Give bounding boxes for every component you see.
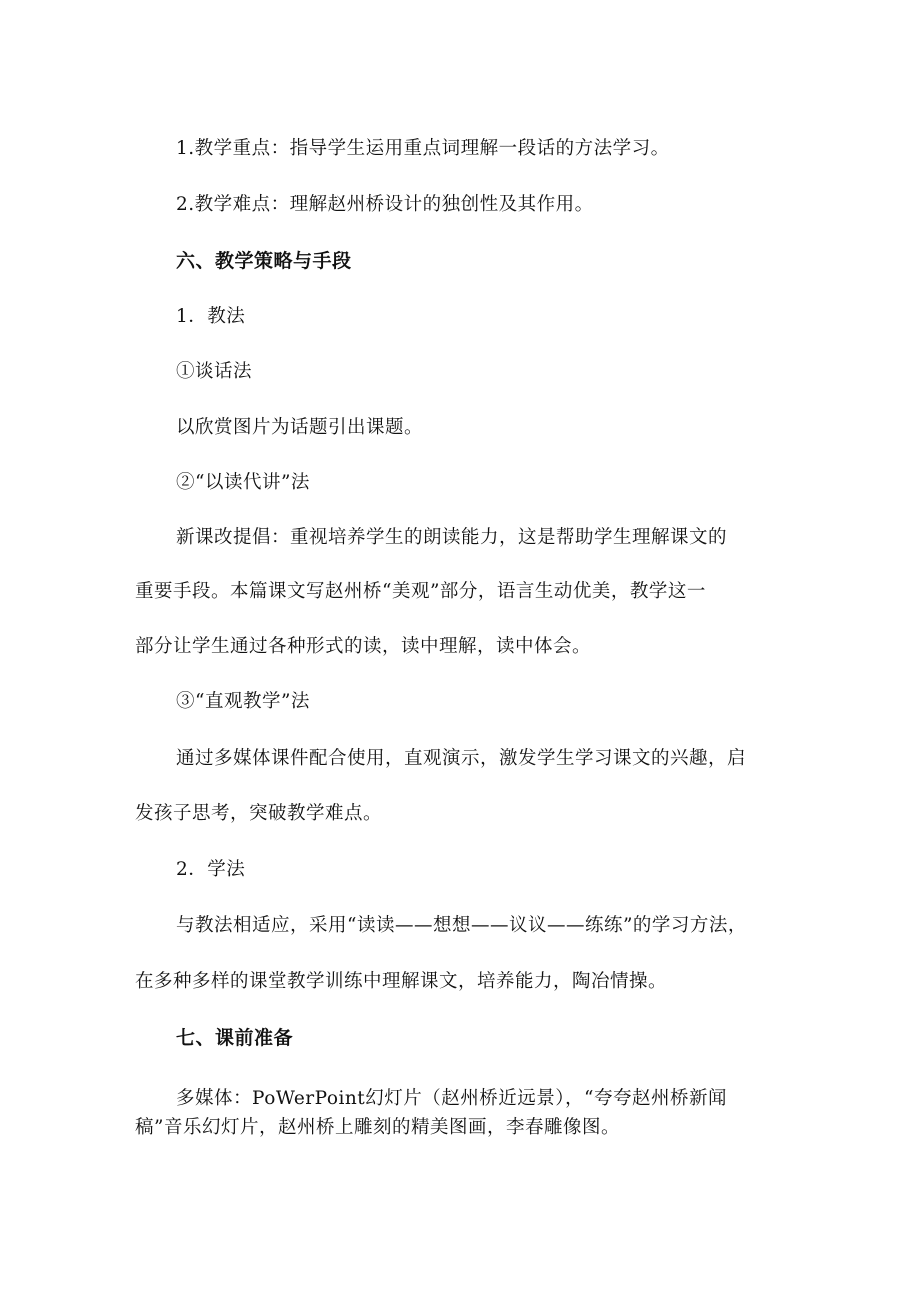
method-2-text-line-2: 重要手段。本篇课文写赵州桥“美观”部分，语言生动优美，教学这一: [135, 581, 706, 602]
learning-method-title: 2．学法: [176, 859, 246, 880]
learning-method-text-line-2: 在多种多样的课堂教学训练中理解课文，培养能力，陶冶情操。: [135, 971, 668, 992]
method-1-text: 以欣赏图片为话题引出课题。: [176, 417, 424, 438]
teaching-method-title: 1．教法: [176, 306, 246, 327]
method-1-title: ①谈话法: [176, 361, 253, 382]
method-2-text-line-1: 新课改提倡：重视培养学生的朗读能力，这是帮助学生理解课文的: [176, 527, 728, 548]
teaching-difficult-point: 2.教学难点：理解赵州桥设计的独创性及其作用。: [176, 194, 594, 215]
preparation-line-1: 多媒体：PoWerPoint幻灯片（赵州桥近远景），“夸夸赵州桥新闻: [176, 1088, 727, 1109]
learning-method-text-line-1: 与教法相适应，采用“读读——想想——议议——练练”的学习方法，: [176, 915, 747, 936]
teaching-key-point: 1.教学重点：指导学生运用重点词理解一段话的方法学习。: [176, 138, 670, 159]
method-3-text-line-2: 发孩子思考，突破教学难点。: [135, 803, 383, 824]
method-3-text-line-1: 通过多媒体课件配合使用，直观演示，激发学生学习课文的兴趣，启: [176, 748, 747, 769]
method-2-title: ②“以读代讲”法: [176, 472, 310, 493]
method-3-title: ③“直观教学”法: [176, 691, 310, 712]
section-6-heading: 六、教学策略与手段: [176, 250, 352, 272]
method-2-text-line-3: 部分让学生通过各种形式的读，读中理解，读中体会。: [135, 636, 592, 657]
section-7-heading: 七、课前准备: [176, 1027, 294, 1049]
preparation-line-2: 稿”音乐幻灯片，赵州桥上雕刻的精美图画，李春雕像图。: [135, 1117, 620, 1138]
